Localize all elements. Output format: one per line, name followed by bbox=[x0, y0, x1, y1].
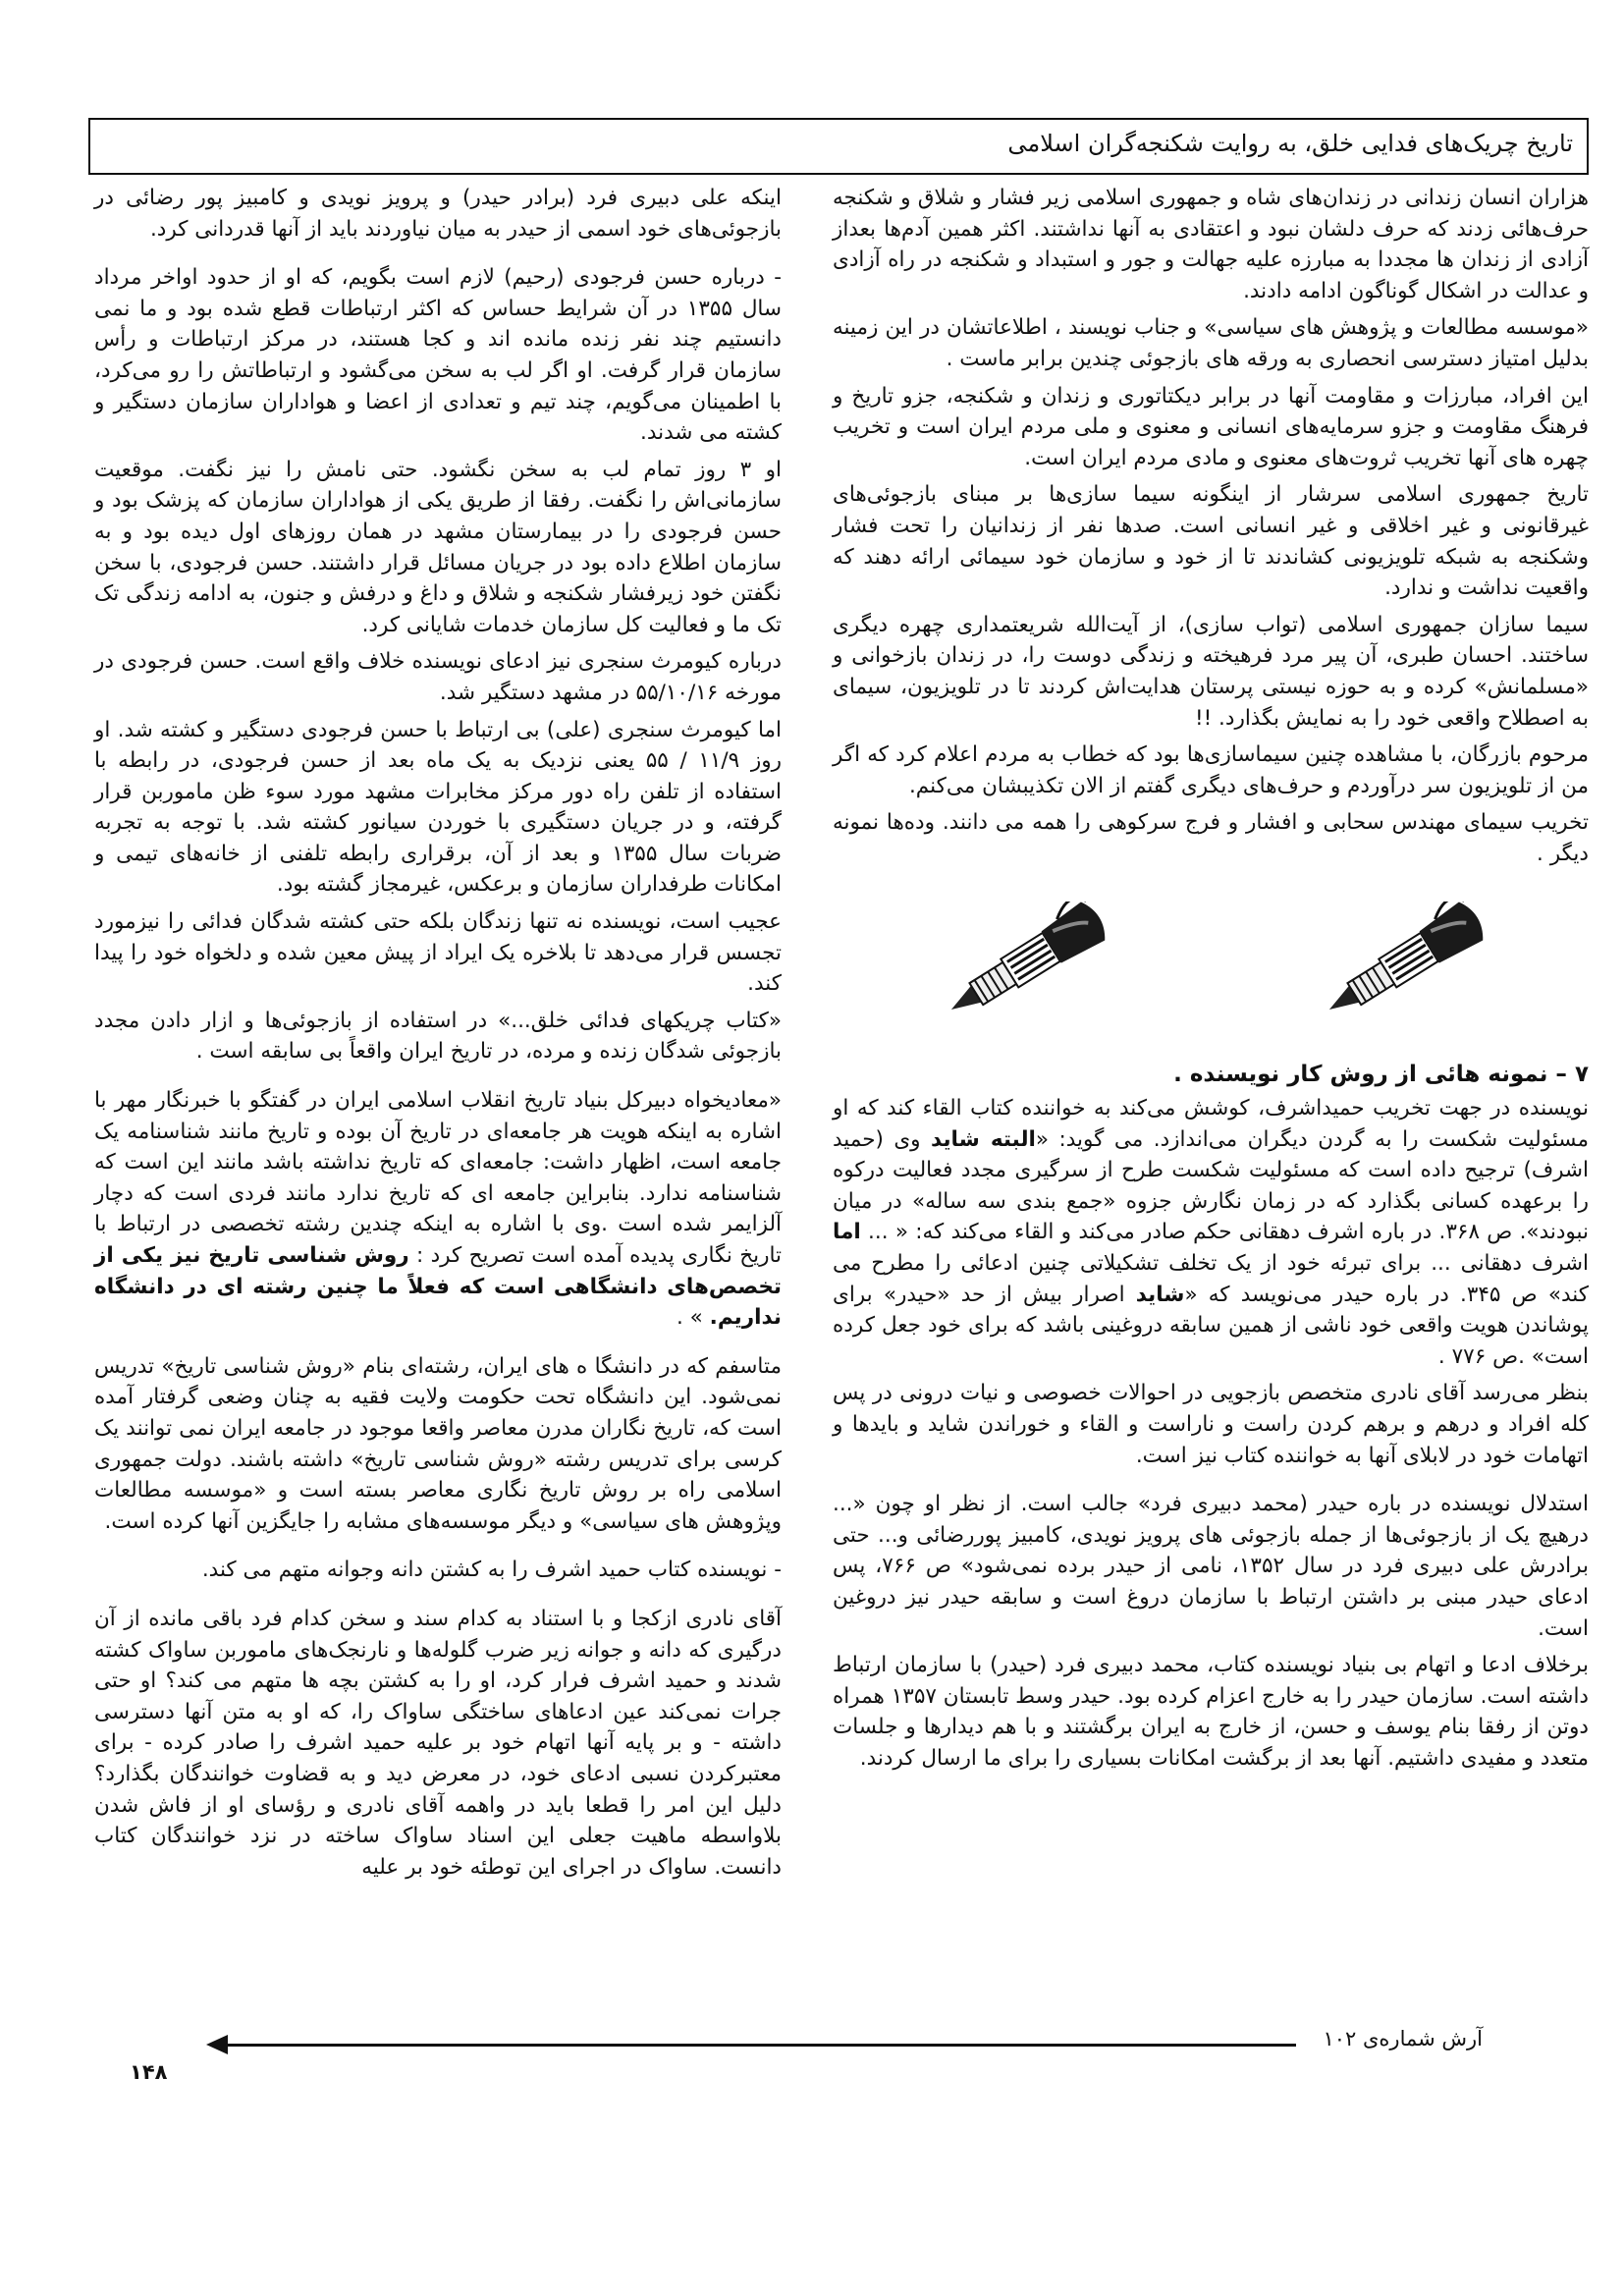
page-footer bbox=[59, 2023, 1591, 2082]
left-column bbox=[94, 183, 782, 1888]
paragraph: اما کیومرث سنجری (علی) بی ارتباط با حسن فرجودی دستگیر و کشته شد. او روز ۱۱/۹ / ۵۵ یعنی نزدیک به یک ماه بعد از حسن فرجودی، در رابطه با استفاده از تلفن راه دور مرکز مخابرات مشهد مورد سوء ظن ماموربن قرار گرفته، و در جریان دستگیری با خوردن سیانور کشته شد. با توجه به تجربه ضربات سال ۱۳۵۵ و بعد از آن، برقراری رابطه تلفنی از خانه‌های تیمی و امکانات طرفداران سازمان و برعکس، غیرمجاز گشته بود. bbox=[94, 717, 782, 898]
text-run: وی (حمید اشرف) ترجیح داده است که مسئولیت شکست طرح از سرگیری مجدد فعالیت درکوه را برعهده کسانی بگذارد که در زمان نگارش جزوه «جمع بندی سه ساله» در میان نبودند». ص ۳۶۸. در باره اشرف دهقانی حکم صادر می‌کند و القاء می‌کند که: « ... bbox=[833, 1126, 1589, 1245]
fountain-pen-icon bbox=[909, 902, 1135, 1029]
pen-illustration bbox=[833, 877, 1589, 1054]
paragraph: - نویسنده کتاب حمید اشرف را به کشتن دانه وجوانه متهم می کند. bbox=[201, 1558, 782, 1583]
paragraph: تخریب سیمای مهندس سحابی و افشار و فرج سرکوهی را همه می دانند. وده‌ها نمونه دیگر . bbox=[833, 810, 1589, 866]
paragraph: آقای نادری ازکجا و با استناد به کدام سند و سخن کدام فرد باقی مانده از آن درگیری که دانه و جوانه زیر ضرب گلوله‌ها و نارنجک‌های ماموربن ساواک کشته شدند و حمید اشرف فرار کرد، او را به کشتن بچه ها متهم می کند؟ او حتی جرات نمی‌کند عین ادعاهای ساختگی ساواک را، که او به متن آنها دسترسی داشته - و بر پایه آنها اتهام خود بر علیه حمید اشرف را صادر کرده - برای معتبرکردن نسبی ادعای خود، در معرض دید و به قضاوت خوانندگان بگذارد؟ دلیل این امر را قطعا باید در واهمه آقای نادری و رؤسای او از فاش شدن بلاواسطه ماهیت جعلی این اسناد ساواک ساخته در نزد خوانندگان کتاب دانست. ساواک در اجرای این توطئه خود بر علیه bbox=[94, 1606, 782, 1880]
emphasis: روش شناسی تاریخ نیز یکی از تخصص‌های دانشگاهی است که فعلاً ما چنین رشته ای در دانشگاه نداریم. bbox=[94, 1243, 782, 1331]
paragraph: استدلال نویسنده در باره حیدر (محمد دبیری فرد» جالب است. از نظر او چون «... درهیچ یک از بازجوئی‌ها از جمله بازجوئی های پرویز نویدی، کامبیز پوررضائی و... حتی برادرش علی دبیری فرد در سال ۱۳۵۲، نامی از حیدر برده نمی‌شود» ص ۷۶۶، پس ادعای حیدر مبنی بر داشتن ارتباط با سازمان دروغ است و سابقه حیدر نیز دروغین است. bbox=[833, 1492, 1589, 1641]
paragraph: بنظر می‌رسد آقای نادری متخصص بازجویی در احوالات خصوصی و نیات درونی در پس کله افراد و درهم و برهم کردن راست و ناراست و القاء و خوراندن شاید و بایدها و اتهامات خود در لابلای آنها به خواننده کتاب نیز است. bbox=[833, 1381, 1589, 1468]
section-heading: ۷ – نمونه هائی از روش کار نویسنده . bbox=[1173, 1062, 1589, 1088]
paragraph: «موسسه مطالعات و پژوهش های سیاسی» و جناب نویسند ، اطلاعاتشان در این زمینه بدلیل امتیاز دسترسی انحصاری به ورقه های بازجوئی چندین برابر ماست . bbox=[833, 315, 1589, 371]
text-run: نویسنده در جهت تخریب حمیداشرف، کوشش می‌کند به خواننده کتاب القاء کند که او مسئولیت شکست را به گردن دیگران می‌اندازد. می گوید: « bbox=[833, 1096, 1590, 1152]
paragraph: برخلاف ادعا و اتهام بی بنیاد نویسنده کتاب، محمد دبیری فرد (حیدر) با سازمان ارتباط داشته است. سازمان حیدر را به خارج اعزام کرده بود. حیدر وسط تابستان ۱۳۵۷ همراه دوتن از رفقا بنام یوسف و حسن، از خارج به ایران برگشتند و با هم دیدارها و جلسات متعدد و مفیدی داشتیم. آنها بعد از برگشت امکانات بسیاری را برای ما ارسال کردند. bbox=[833, 1653, 1589, 1771]
paragraph: این افراد، مبارزات و مقاومت آنها در برابر دیکتاتوری و زندان و شکنجه، جزو تاریخ و فرهنگ مقاومت و جزو سرمایه‌های انسانی و معنوی و ملی مردم ایران است و تخریب چهره های آنها تخریب ثروت‌های معنوی و مادی مردم ایران است. bbox=[833, 383, 1589, 470]
paragraph: سیما سازان جمهوری اسلامی (تواب سازی)، از آیت‌الله شریعتمداری چهره دیگری ساختند. احسان طبری، آن پیر مرد فرهیخته و زندگی دوست را، در زندان بازخوانی و «مسلمانش» کرده و به حوزه نیستی پرستان هدایت‌اش کردند تا در تلویزیون، سیمای به اصطلاح واقعی خود را به نمایش بگذارد. !! bbox=[833, 612, 1589, 731]
paragraph: متاسفم که در دانشگا ه های ایران، رشته‌ای بنام «روش شناسی تاریخ» تدریس نمی‌شود. این دانشگاه تحت حکومت ولایت فقیه به چنان وضعی گرفتار آمده است که، تاریخ نگاران مدرن معاصر واقعا موجود در جامعه ایران نمی توانند یک کرسی برای تدریس رشته «روش شناسی تاریخ» داشته باشند. دولت جمهوری اسلامی راه بر روش تاریخ نگاری معاصر بسته است و «موسسه مطالعات وپژوهش های سیاسی» و دیگر موسسه‌های مشابه را جایگزین آنها کرده است. bbox=[94, 1353, 782, 1534]
arrow-left-icon bbox=[206, 2035, 228, 2054]
paragraph: مرحوم بازرگان، با مشاهده چنین سیماسازی‌ها بود که خطاب به مردم اعلام کرد که اگر من از تلویزیون سر درآوردم و حرف‌های دیگری گفتم از الان تکذیبشان می‌کنم. bbox=[833, 742, 1589, 798]
paragraph: عجیب است، نویسنده نه تنها زندگان بلکه حتی کشته شدگان فدائی را نیزمورد تجسس قرار می‌دهد تا بلاخره یک ایراد از پیش معین شده و دلخواه خود را پیدا کند. bbox=[94, 909, 782, 997]
emphasis: شاید bbox=[1135, 1282, 1185, 1307]
text-run: اصرار بیش از حد «حیدر» برای پوشاندن هویت واقعی خود ناشی از همین سابقه دروغینی باشد که برای خود جعل کرده است» .ص ۷۷۶ . bbox=[833, 1282, 1589, 1369]
paragraph: - درباره حسن فرجودی (رحیم) لازم است بگویم، که او از حدود اواخر مرداد سال ۱۳۵۵ در آن شرایط حساس که اکثر ارتباطات قطع شده بود و ما نمی دانستیم چند نفر زنده مانده اند و کجا هستند، در مرکز ارتباطات و رأس سازمان قرار گرفت. او اگر لب به سخن می‌گشود و ارتباطاتش را رو می‌کرد، با اطمینان می‌گویم، چند تیم و تعدادی از اعضا و هواداران سازمان دستگیر و کشته می شدند. bbox=[94, 265, 783, 446]
emphasis: اما bbox=[833, 1220, 861, 1245]
text-run: » . bbox=[676, 1305, 710, 1331]
footer-rule bbox=[216, 2044, 1296, 2047]
paragraph bbox=[833, 1093, 1589, 1372]
paragraph: هزاران انسان زندانی در زندان‌های شاه و جمهوری اسلامی زیر فشار و شلاق و شکنجه حرف‌هائی زدند که حرف دلشان نبود و اعتقادی به آنها نداشتند. اکثر همین آدم‌ها بعداز آزادی از زندان ها مجددا به مبارزه علیه جهالت و جور و استبداد و شکنجه در راه آزادی و عدالت در اشکال گوناگون ادامه دادند. bbox=[833, 186, 1589, 303]
paragraph: اینکه علی دبیری فرد (برادر حیدر) و پرویز نویدی و کامبیز پور رضائی در بازجوئی‌های خود اسمی از حیدر به میان نیاوردند باید از آنها قدردانی کرد. bbox=[94, 186, 782, 242]
paragraph: تاریخ جمهوری اسلامی سرشار از اینگونه سیما سازی‌ها بر مبنای بازجوئی‌های غیرقانونی و غیر اخلاقی و غیر انسانی است. صدها نفر از زندانیان را تحت فشار وشکنجه به شبکه تلویزیونی کشاندند تا از خود و سازمان خود سیمائی ارائه دهند که واقعیت نداشت و ندارد. bbox=[833, 482, 1589, 601]
paragraph: او ۳ روز تمام لب به سخن نگشود. حتی نامش را نیز نگفت. موقعیت سازمانی‌اش را نگفت. رفقا از طریق یکی از هواداران سازمان که پزشک بود و حسن فرجودی را در بیمارستان مشهد در همان روزهای اول دیده بود و به سازمان اطلاع داده بود در جریان مسائل قرار داشتند. حسن فرجودی، با سخن نگفتن خود زیرفشار شکنجه و شلاق و داغ و درفش و جنون، به ادامه زندگی تک تک ما و فعالیت کل سازمان خدمات شایانی کرد. bbox=[94, 457, 782, 637]
emphasis: البته شاید bbox=[931, 1126, 1036, 1152]
right-column bbox=[833, 183, 1589, 1780]
text-run: «معادیخواه دبیرکل بنیاد تاریخ انقلاب اسلامی ایران در گفتگو با خبرنگار مهر با اشاره به اینکه هویت هر جامعه‌ای در تاریخ آن بوده و تاریخ مانند شناسنامه یک جامعه است، اظهار داشت: جامعه‌ای که تاریخ نداشته باشد مانند این است که شناسنامه ندارد. بنابراین جامعه ای که تاریخ ندارد مانند فردی است که دچار آلزایمر شده است .وی با اشاره به اینکه چندین رشته تخصصی در ارتباط با تاریخ نگاری پدیده آمده است تصریح کرد : bbox=[94, 1088, 782, 1268]
issue-label: آرش شماره‌ی ۱۰۲ bbox=[1323, 2027, 1483, 2050]
paragraph: درباره کیومرث سنجری نیز ادعای نویسنده خلاف واقع است. حسن فرجودی در مورخه ۵۵/۱۰/۱۶ در مشهد دستگیر شد. bbox=[94, 649, 782, 705]
page-number: ۱۴۸ bbox=[130, 2060, 168, 2084]
fountain-pen-icon bbox=[1287, 902, 1513, 1029]
running-header-title: تاریخ چریک‌های فدایی خلق، به روایت شکنجه‌گران اسلامی bbox=[1007, 130, 1573, 157]
text-run: اشرف دهقانی ... برای تبرئه خود از یک تخلف تشکیلاتی چنین ادعائی را مطرح می کند» ص ۳۴۵. در باره حیدر می‌نویسد که « bbox=[833, 1251, 1589, 1307]
running-header bbox=[88, 118, 1589, 175]
paragraph: «کتاب چریکهای فدائی خلق...» در استفاده از بازجوئی‌ها و ازار دادن مجدد بازجوئی شدگان زنده و مرده، در تاریخ ایران واقعاً بی سابقه است . bbox=[94, 1008, 782, 1065]
quote-paragraph bbox=[94, 1085, 782, 1334]
